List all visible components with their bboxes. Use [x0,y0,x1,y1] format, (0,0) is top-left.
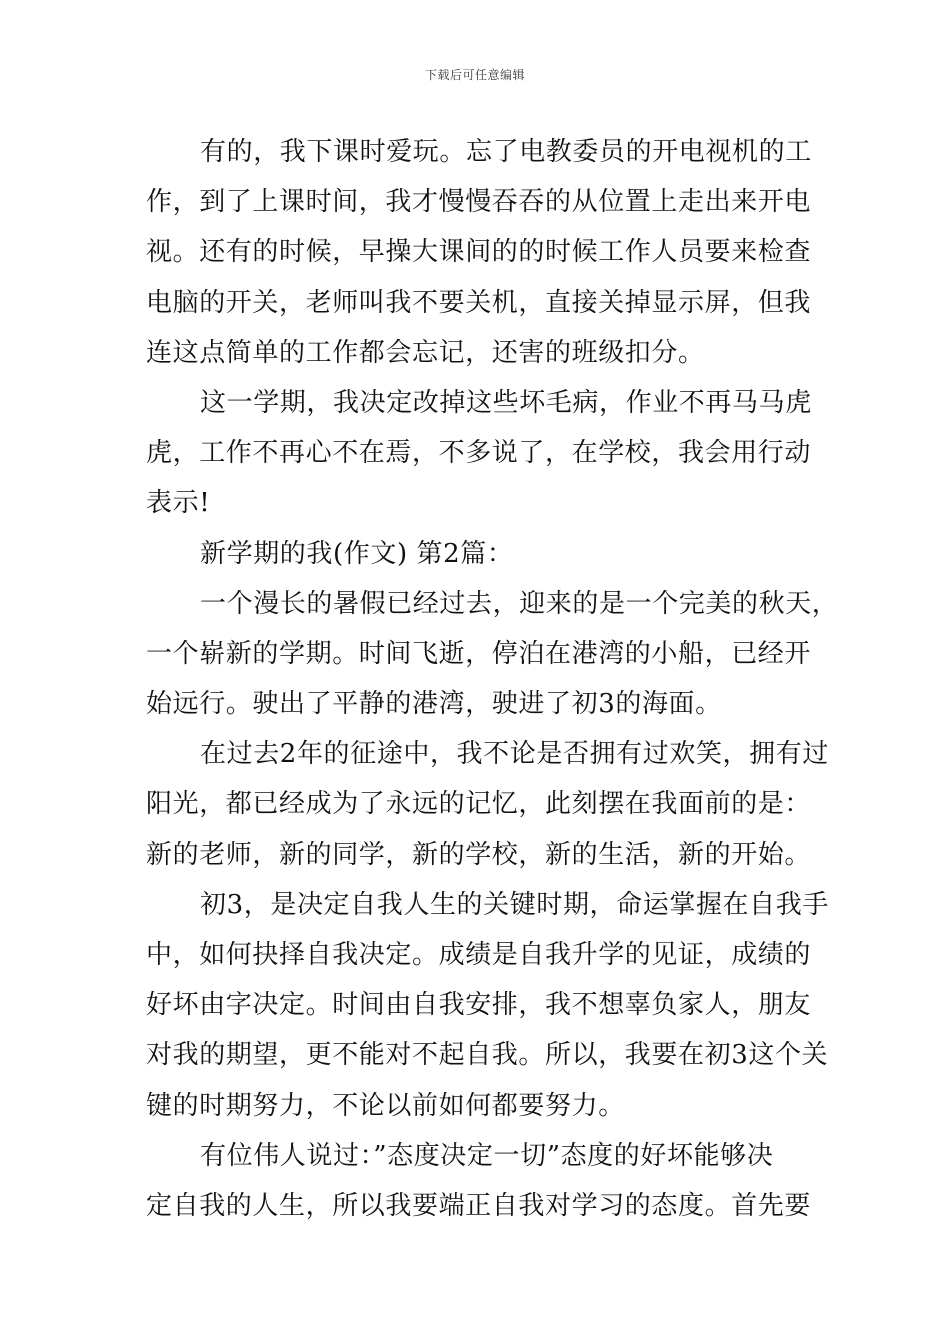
text-line: 连这点简单的工作都会忘记，还害的班级扣分。 [146,337,705,368]
text-line: 中，如何抉择自我决定。成绩是自我升学的见证，成绩的 [146,940,812,970]
text-line: 定自我的人生，所以我要端正自我对学习的态度。首先要 [146,1190,812,1221]
text-line: 好坏由字决定。时间由自我安排，我不想辜负家人，朋友 [146,990,812,1021]
text-line: 对我的期望，更不能对不起自我。所以，我要在初3这个关 [146,1040,829,1071]
text-line: 一个崭新的学期。时间飞逝，停泊在港湾的小船，已经开 [146,638,812,669]
text-line: 有的，我下课时爱玩。忘了电教委员的开电视机的工 [200,137,812,167]
text-line: 键的时期努力，不论以前如何都要努力。 [146,1090,625,1121]
text-line: 这一学期，我决定改掉这些坏毛病，作业不再马马虎 [200,387,812,418]
text-line: 始远行。驶出了平静的港湾，驶进了初3的海面。 [146,689,722,720]
text-line: 作，到了上课时间，我才慢慢吞吞的从位置上走出来开电 [146,187,812,218]
text-line: 视。还有的时候，早操大课间的的时候工作人员要来检查 [146,237,812,268]
download-note: 下载后可任意编辑 [424,68,525,82]
text-line: 初3，是决定自我人生的关键时期，命运掌握在自我手 [200,889,829,920]
text-line: 在过去2年的征途中，我不论是否拥有过欢笑，拥有过 [200,739,829,770]
text-line: 虎，工作不再心不在焉，不多说了，在学校，我会用行动 [146,438,812,469]
section-heading: 新学期的我(作文) 第2篇： [200,538,514,569]
text-line: 阳光，都已经成为了永远的记忆，此刻摆在我面前的是： [146,789,812,820]
text-line: 有位伟人说过：”态度决定一切”态度的好坏能够决 [200,1140,774,1171]
text-line: 一个漫长的暑假已经过去，迎来的是一个完美的秋天， [200,588,839,619]
text-line: 新的老师，新的同学，新的学校，新的生活，新的开始。 [146,839,812,870]
text-line: 表示! [146,488,211,519]
document-body [146,127,839,1231]
text-line: 电脑的开关，老师叫我不要关机，直接关掉显示屏，但我 [146,287,812,318]
